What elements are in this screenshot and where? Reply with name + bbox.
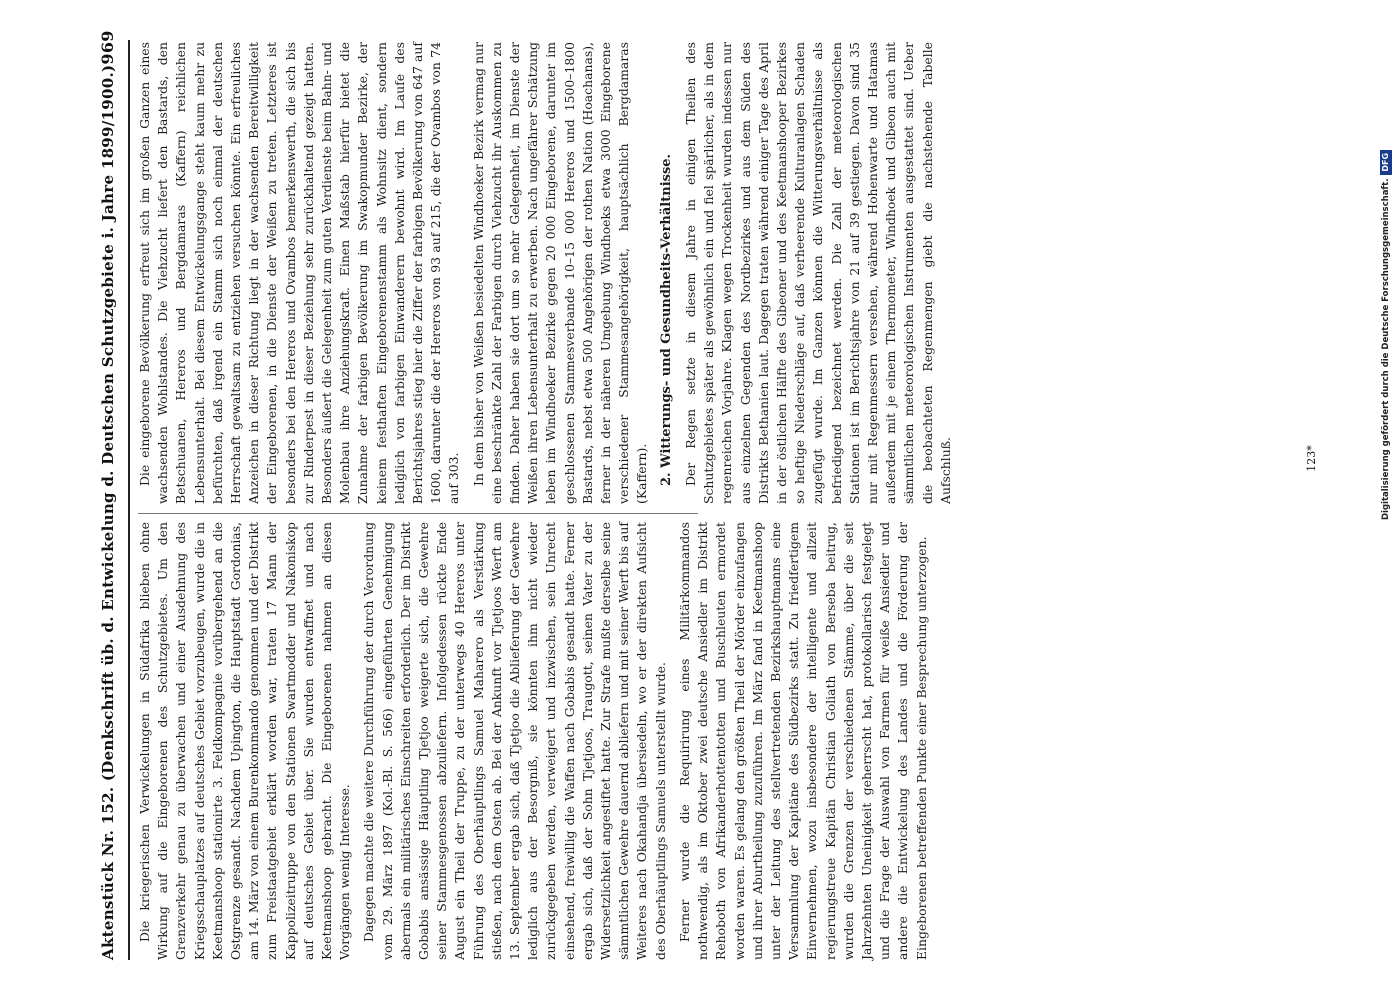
paragraph: Die kriegerischen Verwickelungen in Südafrika blieben ohne Wirkung auf die Eingeborenen des Schutzgebietes. Um den Grenzverkehr genau zu überwachen und einer Ausdehnung des Kriegsschauplatzes auf deutsches Gebiet vorzubeugen, wurde die in Keetmanshoop stationirte 3. Feldkompagnie vorübergehend an die Ostgrenze gesandt. Nachdem Upington, die Hauptstadt Gordonias, am 14. März von einem Burenkommando genommen und der Distrikt zum Freistaatgebiet erklärt worden war, traten 17 Mann der Kappolizeitruppe von den Stationen Swartmodder und Nakoniskop auf deutsches Gebiet über. Sie wurden entwaffnet und nach Keetmanshoop gebracht. Die Eingeborenen nahmen an diesen Vorgängen wenig Interesse. [137, 522, 353, 960]
paragraph: Die eingeborene Bevölkerung erfreut sich im großen Ganzen eines wachsenden Wohlstandes. Die Viehzucht liefert den Bastards, den Betschuanen, Hereros und Bergdamaras (Kaffern) reichlichen Lebensunterhalt. Bei diesem Entwickelungsgange steht kaum mehr zu befürchten, daß irgend ein Stamm sich noch einmal der deutschen Herrschaft gewaltsam zu entziehen versuchen könnte. Ein erfreuliches Anzeichen in dieser Richtung liegt in der wachsenden Bereitwilligkeit der Eingeborenen, in die Dienste der Weißen zu treten. Letzteres ist besonders bei den Hereros und Ovambos bemerkenswerth, die sich bis zur Rinderpest in dieser Beziehung sehr zurückhaltend gezeigt hatten. Besonders äußert die Gelegenheit zum guten Verdienste beim Bahn- und Molenbau ihre Anziehungskraft. Einen Maßstab hierfür bietet die Zunahme der farbigen Bevölkerung im Swakopmunder Bezirke, der keinem festhaften Eingeborenenstamm als Wohnsitz dient, sondern lediglich von farbigen Einwanderern bewohnt wird. Im Laufe des Berichtsjahres stieg hier die Ziffer der farbigen Bevölkerung von 647 auf 1600, darunter die der Hereros von 93 auf 215, die der Ovambos von 74 auf 303. [137, 42, 462, 504]
page-header [98, 30, 126, 960]
paragraph: Dagegen machte die weitere Durchführung der durch Verordnung vom 29. März 1897 (Kol.-Bl. S. 566) eingeführten Genehmigung abermals ein militärisches Einschreiten erforderlich. Der im Distrikt Gobabis ansässige Häuptling Tjetjoo weigerte sich, die Gewehre seiner Stammesgenossen abzuliefern. Infolgedessen rückte Ende August ein Theil der Truppe, zu der unterwegs 40 Hereros unter Führung des Oberhäuptlings Samuel Maharero als Verstärkung stießen, nach dem Osten ab. Bei der Ankunft vor Tjetjoos Werft am 13. September ergab sich, daß Tjetjoo die Ablieferung der Gewehre lediglich aus der Besorgniß, sie könnten ihm nicht wieder zurückgegeben werden, verweigert und inzwischen, sein Unrecht einsehend, freiwillig die Waffen nach Gobabis gesandt hatte. Ferner ergab sich, daß der Sohn Tjetjoos, Traugott, seinen Vater zu der Widersetzlichkeit angestiftet hatte. Zur Strafe mußte derselbe seine sämmtlichen Gewehre dauernd abliefern und mit seiner Werft bis auf Weiteres nach Okahandja übersiedeln, wo er der direkten Aufsicht des Oberhäuptlings Samuels unterstellt wurde. [361, 522, 668, 960]
header-title: Aktenstück Nr. 152. (Denkschrift üb. d. Entwickelung d. Deutschen Schutzgebiete i. Jahre 1899/1900.) [99, 64, 117, 960]
column-divider [138, 513, 698, 514]
dfg-credit-text: Digitalisierung gefördert durch die Deutsche Forschungsgemeinschaft. [1381, 178, 1391, 520]
rotated-text-block [98, 30, 1018, 960]
header-rule [128, 40, 130, 960]
paragraph: Der Regen setzte in diesem Jahre in einigen Theilen des Schutzgebietes später als gewöhnlich ein und fiel spärlicher, als in dem regenreichen Vorjahre. Klagen wegen Trockenheit wurden indessen nur aus einzelnen Gegenden des Nordbezirkes und aus dem Süden des Distrikts Bethanien laut. Dagegen traten während einiger Tage des April in der östlichen Hälfte des Gibeoner und des Keetmanshooper Bezirkes so heftige Niederschläge auf, daß verheerende Kulturanlagen Schaden zugefügt wurde. Im Ganzen können die Witterungsverhältnisse als befriedigend bezeichnet werden. Die Zahl der meteorologischen Stationen ist im Berichtsjahre von 21 auf 39 gestiegen. Davon sind 35 nur mit Regenmessern versehen, während Hohenwarte und Hatamas außerdem mit je einem Thermometer, Windhoek und Gibeon auch mit sämmtlichen meteorologischen Instrumenten ausgestattet sind. Ueber die beobachteten Regenmengen giebt die nachstehende Tabelle Aufschluß. [682, 42, 953, 504]
scanned-page [98, 30, 1018, 1000]
right-column [136, 42, 953, 504]
signature-mark: 123* [1304, 445, 1318, 472]
paragraph: Ferner wurde die Requirirung eines Militärkommandos nothwendig, als im Oktober zwei deutsche Ansiedler im Distrikt Rehoboth von Afrikanderhottentotten und Buschleuten ermordet worden waren. Es gelang den größten Theil der Mörder einzufangen und ihrer Aburtheilung zuzuführen. Im März fand in Keetmanshoop unter der Leitung des stellvertretenden Bezirkshauptmanns eine Versammlung der Kapitäne des Südbezirks statt. Zu friedfertigem Einvernehmen, wozu insbesondere der intelligente und allzeit regierungstreue Kapitän Christian Goliath von Berseba beitrug, wurden die Grenzen der verschiedenen Stämme, über die seit Jahrzehnten Uneinigkeit geherrscht hat, protokollarisch festgelegt und die Frage der Auswahl von Farmen für weiße Ansiedler und andere die Entwickelung des Landes und die Förderung der Eingeborenen betreffenden Punkte einer Besprechung unterzogen. [676, 522, 929, 960]
page-number: 969 [98, 30, 117, 65]
paragraph: In dem bisher von Weißen besiedelten Windhoeker Bezirk vermag nur eine beschränkte Zahl der Farbigen durch Viehzucht ihr Auskommen zu finden. Daher haben sie dort um so mehr Gelegenheit, im Dienste der Weißen ihren Lebensunterhalt zu erwerben. Nach ungefährer Schätzung leben im Windhoeker Bezirke gegen 20 000 Eingeborene, darunter im geschlossenen Stammesverbande 10–15 000 Hereros und 1500–1800 Bastards, nebst etwa 500 Angehörigen der rothen Nation (Hoachanas), ferner in der näheren Umgebung Windhoeks etwa 3000 Eingeborene verschiedener Stammesangehörigkeit, hauptsächlich Bergdamaras (Kaffern). [470, 42, 650, 504]
section-heading: 2. Witterungs- und Gesundheits-Verhältnisse. [658, 153, 674, 486]
dfg-credit-strip [1379, 10, 1393, 520]
left-column [136, 522, 929, 960]
dfg-logo: DFG [1380, 150, 1392, 175]
